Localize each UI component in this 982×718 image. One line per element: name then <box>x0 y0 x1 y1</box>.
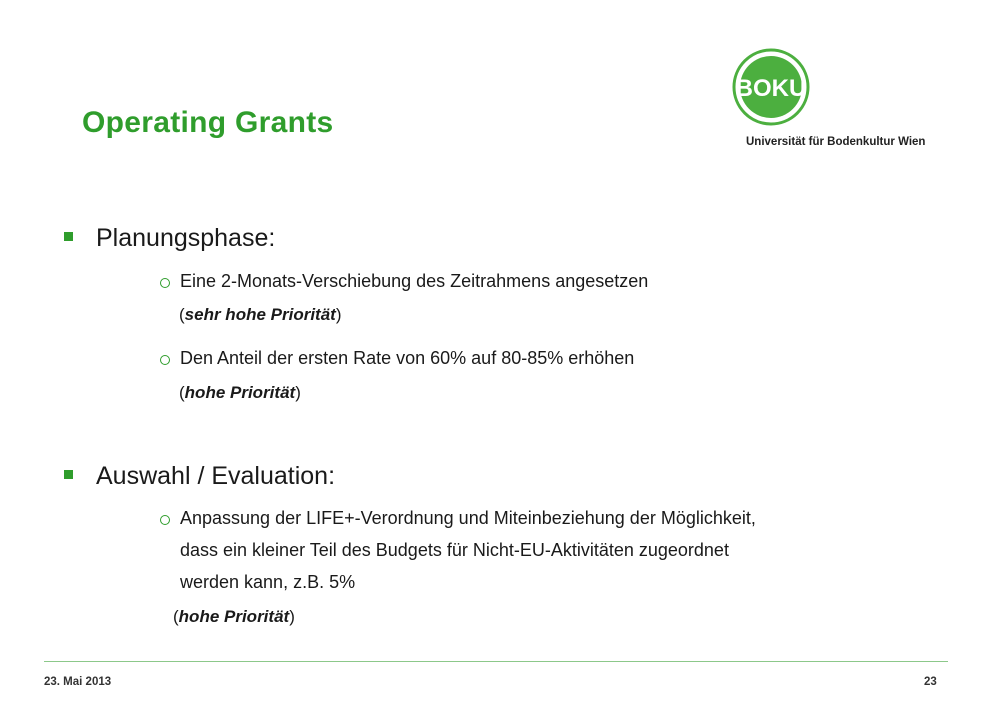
square-bullet-icon <box>64 232 73 241</box>
section-heading-auswahl: Auswahl / Evaluation: <box>96 462 336 490</box>
logo-text: BOKU <box>735 75 807 102</box>
priority-label: (hohe Priorität) <box>179 383 301 402</box>
circle-bullet-icon <box>160 278 170 288</box>
circle-bullet-icon <box>160 515 170 525</box>
list-item-line: dass ein kleiner Teil des Budgets für Nicht-EU-Aktivitäten zugeordnet <box>180 540 729 560</box>
list-item-line: Anpassung der LIFE+-Verordnung und Miteinbeziehung der Möglichkeit, <box>180 508 756 528</box>
page-number: 23 <box>924 676 937 688</box>
footer-date: 23. Mai 2013 <box>44 676 112 688</box>
list-item: Eine 2-Monats-Verschiebung des Zeitrahmens angesetzen <box>180 271 649 291</box>
list-item-line: werden kann, z.B. 5% <box>180 572 356 592</box>
priority-label: (hohe Priorität) <box>173 607 295 626</box>
square-bullet-icon <box>64 470 73 479</box>
boku-logo <box>732 48 810 126</box>
section-heading-planung: Planungsphase: <box>96 224 276 252</box>
list-item: Den Anteil der ersten Rate von 60% auf 80-85% erhöhen <box>180 348 635 368</box>
priority-label: (sehr hohe Priorität) <box>179 305 342 324</box>
page-title: Operating Grants <box>82 106 334 139</box>
footer-divider <box>44 661 948 662</box>
circle-bullet-icon <box>160 355 170 365</box>
university-name: Universität für Bodenkultur Wien <box>746 136 926 148</box>
